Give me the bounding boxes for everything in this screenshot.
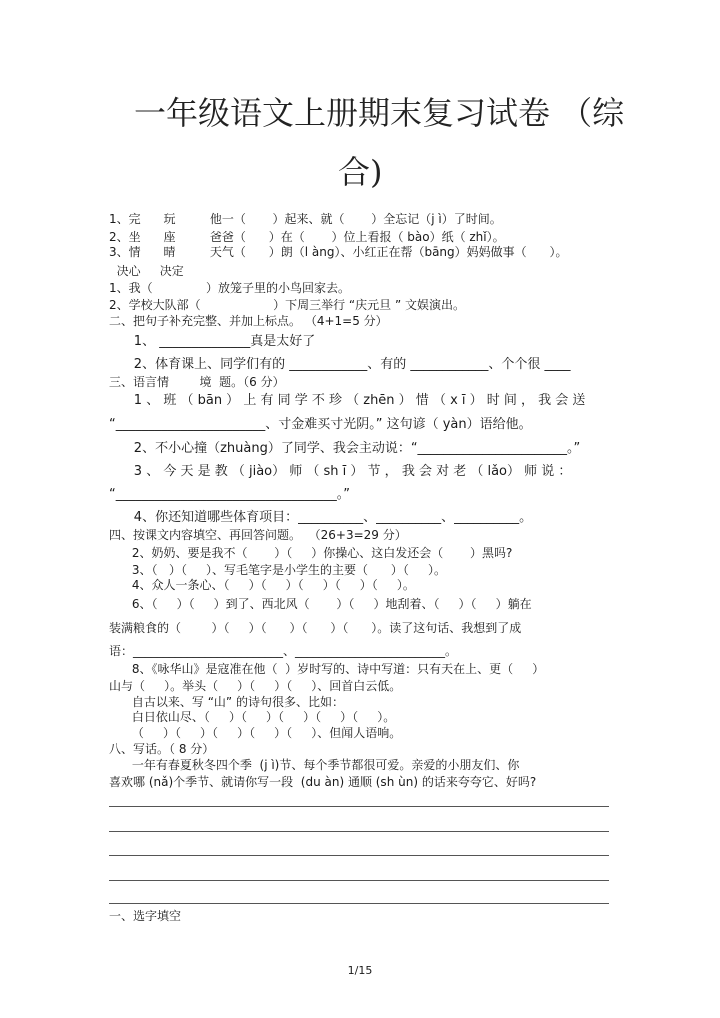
writing-line	[109, 880, 609, 881]
exercise-line: 自古以来、写 “山” 的诗句很多、比如：	[109, 695, 344, 709]
page-title-line-2: 合)	[338, 153, 383, 191]
exercise-line: 3、（ ）（ ）、写毛笔字是小学生的主要（ ）（ ）。	[109, 563, 446, 577]
section-heading: 八、写话。（ 8 分）	[109, 742, 215, 756]
exercise-line: 1 、 班 （ bān ） 上 有 同 学 不 珍 （ zhēn ） 惜 （ x ī ） 时 间 ， 我 会 送	[109, 393, 586, 408]
page-number: 1/15	[347, 964, 373, 977]
exercise-line: 6、（ ）（ ）到了、西北风（ ）（ ）地刮着、（ ）（ ）躺在	[109, 597, 532, 611]
exercise-line: 3 、 今 天 是 教 （ jiào） 师 （ sh ī ） 节 ， 我 会 对 老 （ lǎo） 师 说 ：	[109, 464, 572, 479]
page-title-line-1: 一年级语文上册期末复习试卷 （综	[134, 94, 625, 132]
exercise-line: 2、奶奶、要是我不（ ）（ ）你操心、这白发还会（ ）黑吗?	[109, 546, 513, 560]
exercise-line: 8、《咏华山》是寇准在他（ ）岁时写的、诗中写道：只有天在上、更（ ）	[109, 662, 545, 676]
exercise-line: 3、情 晴 天气（ ）朗（l àng）、小红正在帮（bāng）妈妈做事（ ）。	[109, 245, 568, 259]
exercise-line: 2、学校大队部（ ）下周三举行 “庆元旦 ” 文娱演出。	[109, 298, 465, 312]
exercise-line: 一年有春夏秋冬四个季 (j ì)节、每个季节都很可爱。亲爱的小朋友们、你	[109, 758, 520, 772]
exercise-line: 山与（ ）。举头（ ）（ ）（ ）、回首白云低。	[109, 679, 402, 693]
writing-line	[109, 903, 609, 904]
exercise-line: 2、坐 座 爸爸（ ）在（ ）位上看报（ bào）纸（ zhǐ）。	[109, 230, 505, 244]
exercise-line: （ ）（ ）（ ）（ ）（ ）、但闻人语响。	[109, 726, 402, 740]
writing-line	[109, 855, 609, 856]
section-heading: 二、把句子补充完整、并加上标点。 （4+1=5 分）	[109, 314, 388, 328]
exercise-line: “__________________________________。”	[109, 487, 350, 502]
exercise-line: 4、众人一条心、（ ）（ ）（ ）（ ）（ ）。	[109, 578, 415, 592]
exercise-line: 喜欢哪 (nǎ)个季节、就请你写一段 (du àn) 通顺 (sh ùn) 的话来夸夸它、好吗?	[109, 775, 537, 789]
exercise-line: 装满粮食的（ ）（ ）（ ）（ ）（ ）。读了这句话、我想到了成	[109, 621, 522, 635]
exercise-line: 语：_________________________、_________________________。	[109, 644, 458, 658]
exercise-line: “_______________________、寸金难买寸光阴。” 这句谚（ yàn）语给他。	[109, 417, 532, 432]
exercise-line: 白日依山尽、（ ）（ ）（ ）（ ）（ ）。	[109, 710, 396, 724]
exercise-line: 1、我（ ）放笼子里的小鸟回家去。	[109, 281, 351, 295]
exercise-line: 决心 决定	[109, 264, 184, 278]
writing-line	[109, 831, 609, 832]
exercise-line: 2、体育课上、同学们有的 ____________、有的 ____________、个个很 ____	[109, 357, 571, 372]
section-heading: 一、选字填空	[109, 909, 182, 923]
writing-line	[109, 806, 609, 807]
exercise-line: 4、你还知道哪些体育项目：__________、__________、__________。	[109, 510, 533, 525]
exercise-line: 1、完 玩 他一（ ）起来、就（ ）全忘记（j ì）了时间。	[109, 212, 502, 226]
exercise-line: 2、不小心撞（zhuàng）了同学、我会主动说：“_______________________。”	[109, 441, 581, 456]
section-heading: 三、语言情 境 题。（6 分）	[109, 375, 285, 389]
exercise-line: 1、 ______________真是太好了	[109, 334, 316, 349]
section-heading: 四、按课文内容填空、再回答问题。 （26+3=29 分）	[109, 528, 407, 542]
